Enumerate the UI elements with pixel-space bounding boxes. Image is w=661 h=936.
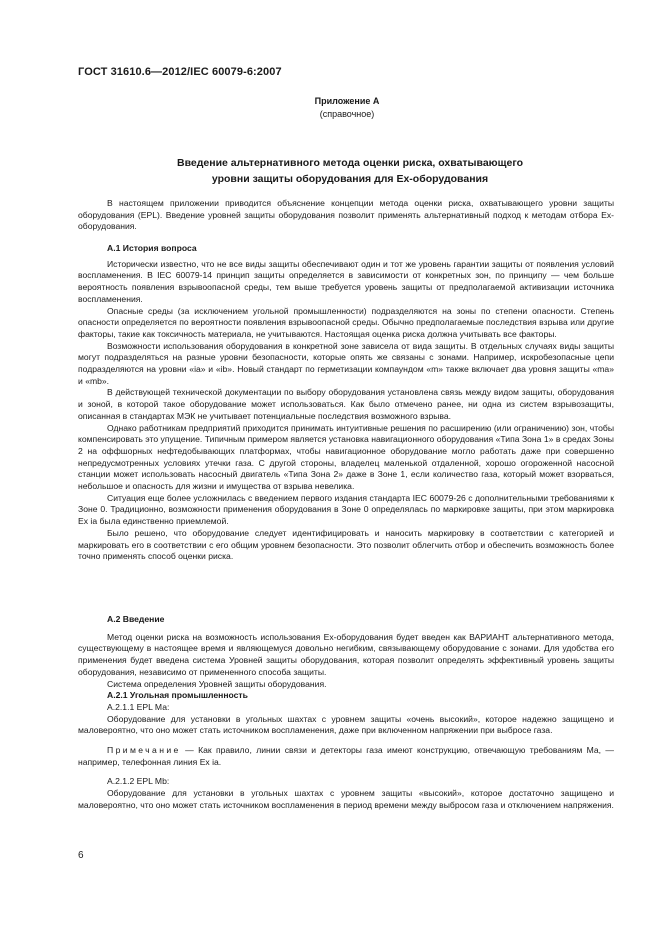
item-a212-text: Оборудование для установки в угольных шахтах с уровнем защиты «высокий», которое достаточно защищено и маловероятно, что оно может стать источником воспламенения в период времени между выбросом газа и отключением напряжения.: [78, 788, 614, 810]
main-title-line1: Введение альтернативного метода оценки риска, охватывающего: [176, 157, 523, 169]
item-a211-text: Оборудование для установки в угольных шахтах с уровнем защиты «очень высокий», которое надежно защищено и маловероятно, что оно может стать источником воспламенения, даже при включенном напряжении при выбросе газа.: [78, 713, 614, 736]
note-label: Примечание: [107, 745, 181, 756]
section-a1-paragraph: Исторически известно, что не все виды защиты обеспечивают один и тот же уровень гарантии защиты от появления условий воспламенения. В IEC 60079-14 принцип защиты определяется в зависимости от конкретных зон, по принципу — чем больше вероятность появления взрывоопасной среды, тем выше требуется уровень защиты от предполагаемой активизации источника воспламенения.: [78, 258, 614, 304]
item-a211-heading: А.2.1.1 EPL Ма:: [107, 701, 170, 712]
intro-block: [78, 198, 614, 233]
section-a1-paragraph: В действующей технической документации по выбору оборудования установлена связь между видом защиты, оборудования и зоной, в которой такое оборудование может использоваться. Как было отмечено ранее, ни одна из систем взрывозащиты, описанная в стандартах МЭК не учитывает потенциальные последствия возможного взрыва.: [78, 387, 614, 421]
section-a1-paragraph: Было решено, что оборудование следует идентифицировать и наносить маркировку в соответствии с категорией и маркировать его в соответствии с его общим уровнем безопасности. Это позволит облегчить отбор и обеспечить возможность более точно применять способ оценки риска.: [78, 527, 614, 562]
section-a1-paragraph: Опасные среды (за исключением угольной промышленности) подразделяются на зоны по степени опасности. Степень опасности определяется по вероятности появления взрывоопасной среды. Обычно предполагаемые последствия взрыва или другие факторы, такие как токсичность материала, не учитываются. Настоящая оценка риска должна учитывать все факторы.: [78, 305, 614, 339]
section-a2: [78, 614, 614, 812]
page-number: 6: [78, 850, 84, 861]
standard-header: ГОСТ 31610.6—2012/IEC 60079-6:2007: [78, 66, 282, 78]
main-title-line2: уровни защиты оборудования для Ех-оборудования: [211, 173, 489, 185]
note-paragraph: [78, 745, 614, 768]
section-a2-paragraph: Метод оценки риска на возможность использования Ех-оборудования будет введен как ВАРИАНТ альтернативного метода, существующему в настоящее время и являющемуся довольно негибким, связывающему оборудование с зонами. Для удобства его применения будет введена система Уровней защиты оборудования, которая позволит определять эффективный уровень защиты оборудования, независимо от примененного способа защиты.: [78, 631, 614, 677]
annex-title: Приложение А: [314, 96, 380, 106]
section-a1-heading: А.1 История вопроса: [107, 243, 197, 253]
intro-paragraph: В настоящем приложении приводится объяснение концепции метода оценки риска, охватывающего уровни защиты оборудования (EPL). Введение уровней защиты оборудования позволит применять альтернативный подход к методам отбора Ех-оборудования.: [78, 198, 614, 232]
section-a1-paragraph: Однако работникам предприятий приходится принимать интуитивные решения по расширению (или ограничению) зон, чтобы компенсировать это упущение. Типичным примером является установка навигационного оборудования «Типа Зона 1» в средах Зоны 2 на оффшорных нефтедобывающих платформах, чтобы навигационное оборудование могло работать даже при совершенно непредусмотренных условиях утечки газа. С другой стороны, владелец маленькой отдаленной, хорошо огороженной насосной станции может использовать насосный двигатель «Типа Зона 2» даже в Зоне 1, если количество газа, который может взорваться, небольшое и опасность для жизни и имущества от взрыва невелика.: [78, 422, 614, 492]
item-a212-heading: А.2.1.2 EPL Mb:: [107, 776, 170, 787]
note-text: — Как правило, линии связи и детекторы газа имеют конструкцию, отвечающую требованиям Ма, — например, телефонная линия Ех ia.: [78, 745, 614, 767]
section-a1-paragraph: Возможности использования оборудования в конкретной зоне зависела от вида защиты. В отдельных случаях виды защиты могут подразделяться на разные уровни безопасности, которые опять же связаны с зонами. Например, искробезопасные цепи подразделяются на уровни «ia» и «ib». Новый стандарт по герметизации компаундом «m» также включает два уровня защиты «ma» и «mb».: [78, 340, 614, 386]
section-a2-heading: А.2 Введение: [107, 614, 165, 624]
subsection-a21-heading: А.2.1 Угольная промышленность: [107, 690, 248, 701]
section-a1-paragraph: Ситуация еще более усложнилась с введением первого издания стандарта IEC 60079-26 с дополнительными требованиями к Зоне 0. Традиционно, возможности применения оборудования в Зоне 0 определялась по маркировке защиты, при этом маркировка Ех ia была единственно приемлемой.: [78, 492, 614, 527]
section-a1: [78, 243, 614, 563]
section-a2-system-line: Система определения Уровней защиты оборудования.: [107, 678, 327, 689]
annex-type: (справочное): [319, 109, 375, 119]
